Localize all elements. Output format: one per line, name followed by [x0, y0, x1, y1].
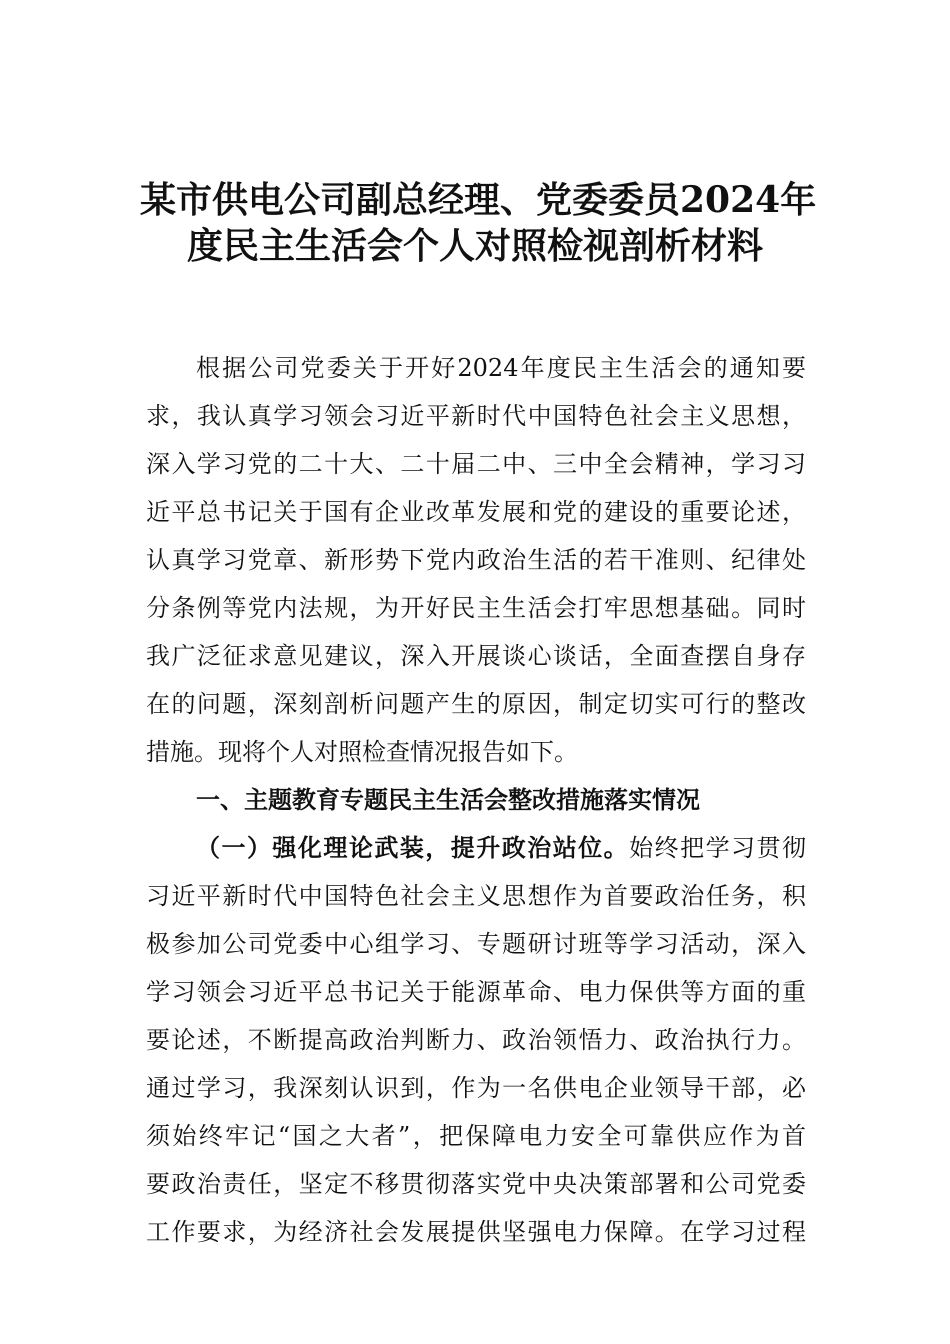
subsection-line-5: 要论述，不断提高政治判断力、政治领悟力、政治执行力。 [146, 1026, 806, 1054]
subsection-first-line [196, 832, 806, 864]
subsection-title: （一）强化理论武装，提升政治站位。 [196, 834, 630, 862]
intro-line-9: 措施。现将个人对照检查情况报告如下。 [146, 738, 578, 766]
intro-line-6: 分条例等党内法规，为开好民主生活会打牢思想基础。同时 [146, 594, 806, 622]
subsection-line-6: 通过学习，我深刻认识到，作为一名供电企业领导干部，必 [146, 1074, 806, 1102]
intro-line-1: 根据公司党委关于开好2024年度民主生活会的通知要 [196, 354, 806, 382]
intro-line-7: 我广泛征求意见建议，深入开展谈心谈话，全面查摆自身存 [146, 642, 806, 670]
subsection-line-9: 工作要求，为经济社会发展提供坚强电力保障。在学习过程 [146, 1218, 806, 1246]
subsection-line-8: 要政治责任，坚定不移贯彻落实党中央决策部署和公司党委 [146, 1170, 806, 1198]
intro-line-5: 认真学习党章、新形势下党内政治生活的若干准则、纪律处 [146, 546, 806, 574]
subsection-line-4: 学习领会习近平总书记关于能源革命、电力保供等方面的重 [146, 978, 806, 1006]
subsection-line-3: 极参加公司党委中心组学习、专题研讨班等学习活动，深入 [146, 930, 806, 958]
document-title-line-1: 某市供电公司副总经理、党委委员2024年 [140, 179, 817, 221]
intro-line-3: 深入学习党的二十大、二十届二中、三中全会精神，学习习 [146, 450, 806, 478]
document-title-line-2: 度民主生活会个人对照检视剖析材料 [186, 225, 763, 267]
subsection-first-line-rest: 始终把学习贯彻 [629, 834, 807, 862]
subsection-line-7: 须始终牢记“国之大者”，把保障电力安全可靠供应作为首 [146, 1122, 806, 1150]
intro-line-2: 求，我认真学习领会习近平新时代中国特色社会主义思想， [146, 402, 806, 430]
intro-line-4: 近平总书记关于国有企业改革发展和党的建设的重要论述， [146, 498, 806, 526]
section-heading: 一、主题教育专题民主生活会整改措施落实情况 [196, 786, 700, 814]
intro-line-8: 在的问题，深刻剖析问题产生的原因，制定切实可行的整改 [146, 690, 806, 718]
subsection-line-2: 习近平新时代中国特色社会主义思想作为首要政治任务，积 [146, 882, 806, 910]
